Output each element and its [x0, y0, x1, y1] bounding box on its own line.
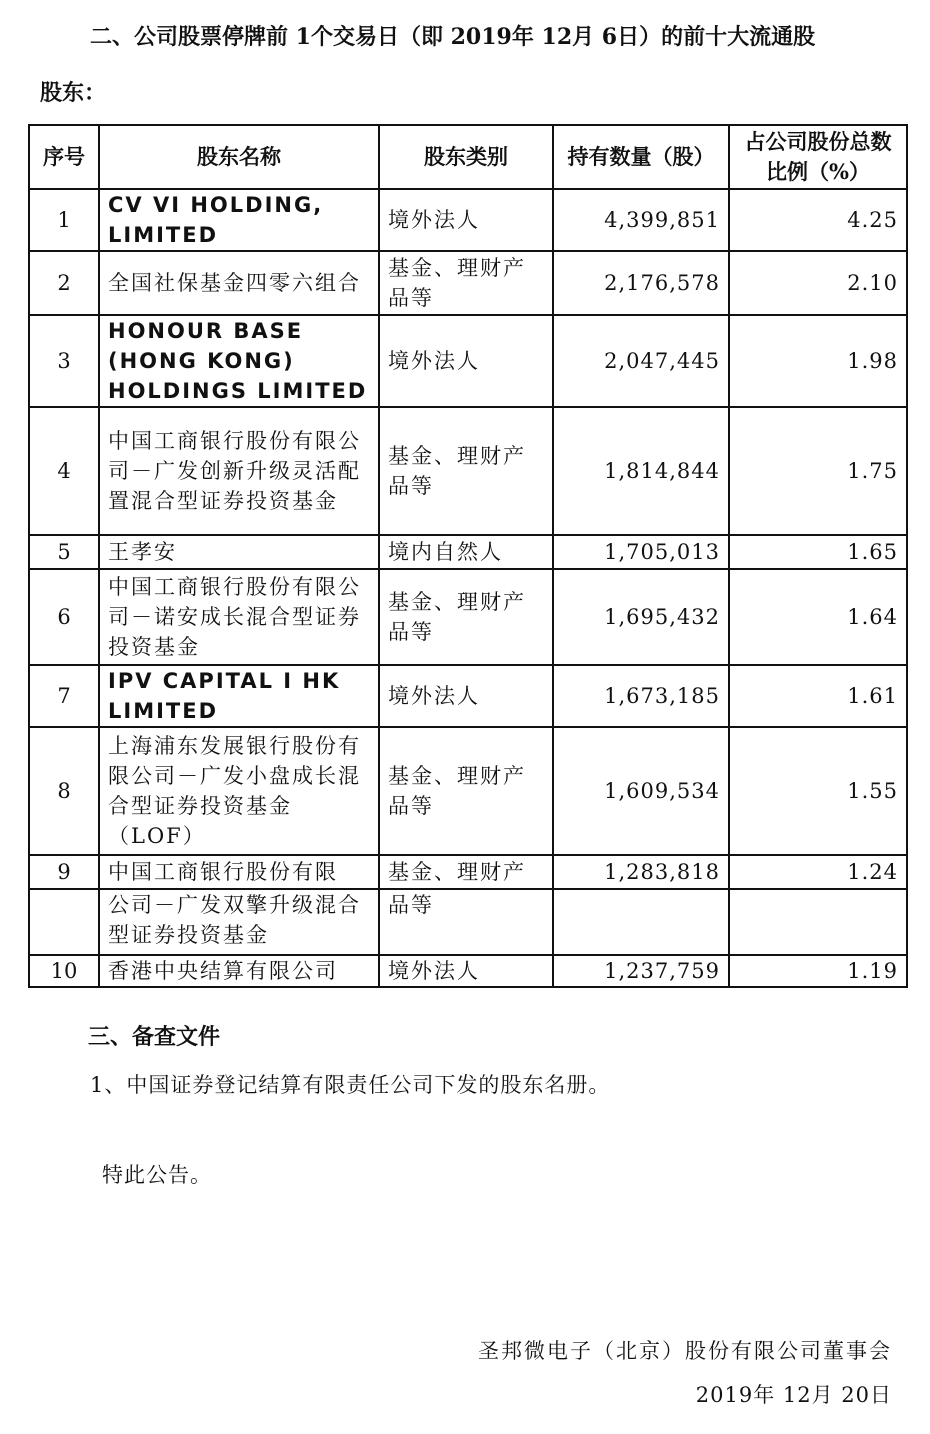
table-row [29, 315, 907, 407]
row-ratio: 1.75 [729, 407, 907, 535]
table-row [29, 855, 907, 889]
table-row [29, 889, 907, 955]
row-no: 6 [29, 569, 99, 665]
header-shares: 持有数量（股） [553, 125, 729, 189]
section-3-heading: 三、备查文件 [88, 1024, 221, 1050]
row-shares: 4,399,851 [553, 189, 729, 251]
row-type: 基金、理财产品等 [379, 251, 553, 315]
row-ratio: 1.65 [729, 535, 907, 569]
reference-document-item: 1、中国证券登记结算有限责任公司下发的股东名册。 [90, 1073, 611, 1097]
row-type: 境外法人 [379, 665, 553, 727]
row-no: 4 [29, 407, 99, 535]
row-shares: 2,047,445 [553, 315, 729, 407]
row-type: 境内自然人 [379, 535, 553, 569]
table-row [29, 189, 907, 251]
row-name: IPV CAPITAL I HK LIMITED [99, 665, 379, 727]
row-no: 2 [29, 251, 99, 315]
table-row [29, 407, 907, 535]
row-type: 基金、理财产 [379, 855, 553, 889]
row-shares: 1,237,759 [553, 955, 729, 987]
table-row [29, 727, 907, 855]
row-ratio: 1.19 [729, 955, 907, 987]
row-name: 香港中央结算有限公司 [99, 955, 379, 987]
row-name: HONOUR BASE (HONG KONG) HOLDINGS LIMITED [99, 315, 379, 407]
row-type: 境外法人 [379, 955, 553, 987]
header-type: 股东类别 [379, 125, 553, 189]
row-no: 9 [29, 855, 99, 889]
row-no: 7 [29, 665, 99, 727]
row-name: 全国社保基金四零六组合 [99, 251, 379, 315]
row-no: 1 [29, 189, 99, 251]
row-ratio: 1.64 [729, 569, 907, 665]
row-type: 境外法人 [379, 315, 553, 407]
header-name: 股东名称 [99, 125, 379, 189]
row-ratio: 1.24 [729, 855, 907, 889]
row-name: 王孝安 [99, 535, 379, 569]
closing-statement: 特此公告。 [102, 1163, 212, 1187]
row-type: 品等 [379, 889, 553, 955]
header-no: 序号 [29, 125, 99, 189]
row-shares: 1,673,185 [553, 665, 729, 727]
row-shares: 1,609,534 [553, 727, 729, 855]
row-name: 上海浦东发展银行股份有限公司－广发小盘成长混合型证券投资基金（LOF） [99, 727, 379, 855]
row-name: 中国工商银行股份有限公司－广发创新升级灵活配置混合型证券投资基金 [99, 407, 379, 535]
table-row [29, 569, 907, 665]
row-no: 8 [29, 727, 99, 855]
row-ratio: 1.61 [729, 665, 907, 727]
top-ten-shareholders-table [28, 124, 908, 988]
row-shares: 1,814,844 [553, 407, 729, 535]
row-type: 境外法人 [379, 189, 553, 251]
row-ratio: 2.10 [729, 251, 907, 315]
table-row [29, 251, 907, 315]
announcement-date: 2019年 12月 20日 [695, 1383, 892, 1407]
row-no: 3 [29, 315, 99, 407]
table-row [29, 535, 907, 569]
row-name: 中国工商银行股份有限 [99, 855, 379, 889]
row-shares: 2,176,578 [553, 251, 729, 315]
row-name: 中国工商银行股份有限公司－诺安成长混合型证券投资基金 [99, 569, 379, 665]
section-2-heading-continued: 股东： [40, 80, 107, 106]
table-header-row [29, 125, 907, 189]
row-no: 5 [29, 535, 99, 569]
row-shares: 1,705,013 [553, 535, 729, 569]
row-no: 10 [29, 955, 99, 987]
row-ratio: 1.98 [729, 315, 907, 407]
row-ratio: 1.55 [729, 727, 907, 855]
row-type: 基金、理财产品等 [379, 727, 553, 855]
row-name: 公司－广发双擎升级混合型证券投资基金 [99, 889, 379, 955]
row-no [29, 889, 99, 955]
row-type: 基金、理财产品等 [379, 407, 553, 535]
row-name: CV VI HOLDING, LIMITED [99, 189, 379, 251]
row-ratio: 4.25 [729, 189, 907, 251]
table-row [29, 955, 907, 987]
board-signature: 圣邦微电子（北京）股份有限公司董事会 [478, 1339, 892, 1363]
header-ratio: 占公司股份总数比例（%） [729, 125, 907, 189]
row-shares: 1,695,432 [553, 569, 729, 665]
table-row [29, 665, 907, 727]
row-ratio [729, 889, 907, 955]
section-2-heading: 二、公司股票停牌前 1个交易日（即 2019年 12月 6日）的前十大流通股 [90, 24, 816, 50]
row-shares: 1,283,818 [553, 855, 729, 889]
row-type: 基金、理财产品等 [379, 569, 553, 665]
row-shares [553, 889, 729, 955]
